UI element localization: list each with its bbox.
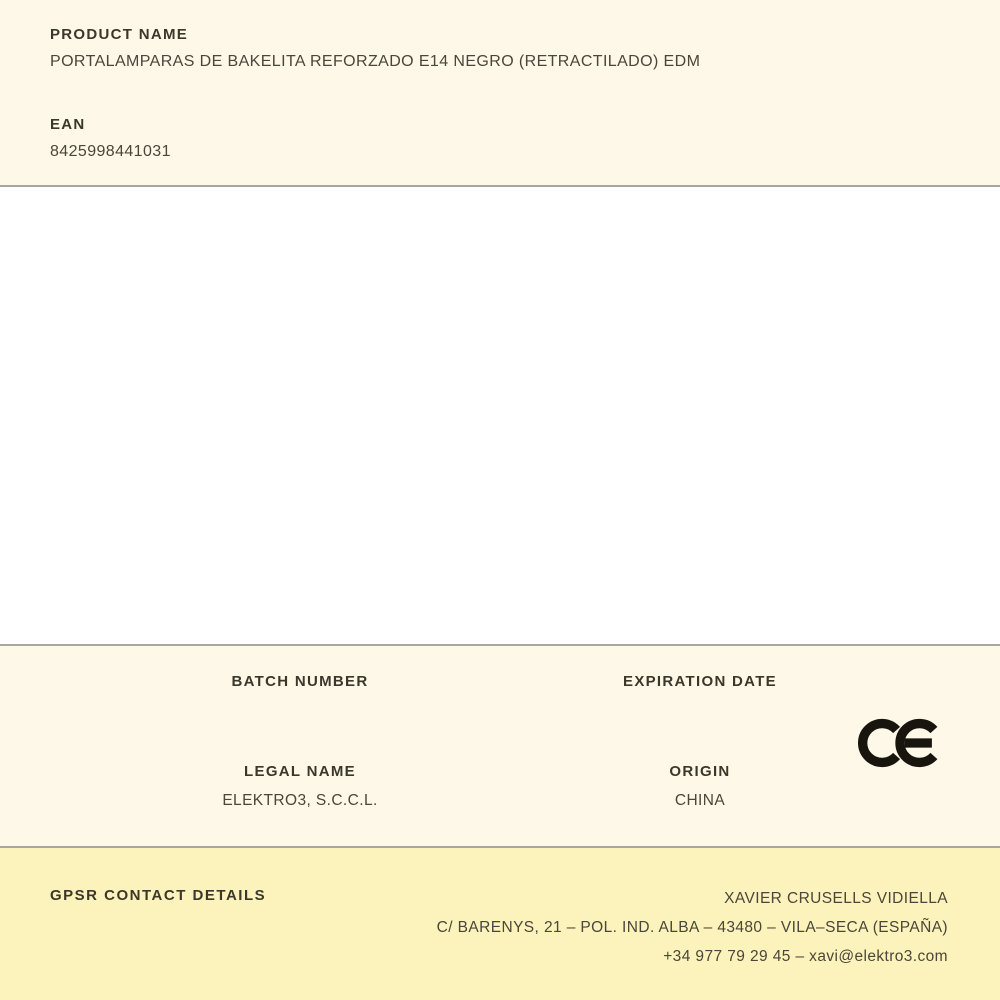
legal-name-label: LEGAL NAME <box>244 763 356 780</box>
product-details-section <box>0 644 1000 846</box>
details-grid <box>100 672 900 810</box>
ean-value: 8425998441031 <box>50 143 171 160</box>
ean-field <box>50 115 950 162</box>
product-name-field <box>50 25 950 72</box>
batch-number-label: BATCH NUMBER <box>231 673 369 690</box>
product-name-label: PRODUCT NAME <box>50 26 189 43</box>
ean-label: EAN <box>50 116 86 133</box>
expiration-date-label: EXPIRATION DATE <box>623 673 777 690</box>
contact-phone-email: +34 977 79 29 45 – xavi@elektro3.com <box>663 948 948 965</box>
contact-person-name: XAVIER CRUSELLS VIDIELLA <box>724 890 948 907</box>
batch-number-value <box>100 701 500 720</box>
contact-address: C/ BARENYS, 21 – POL. IND. ALBA – 43480 – VILA–SECA (ESPAÑA) <box>436 919 948 936</box>
expiration-date-field <box>500 672 900 762</box>
origin-value: CHINA <box>674 792 726 809</box>
product-image-area <box>0 187 1000 644</box>
legal-name-value: ELEKTRO3, S.C.C.L. <box>222 792 378 809</box>
expiration-date-value <box>500 701 900 720</box>
origin-label: ORIGIN <box>669 763 731 780</box>
gpsr-contact-section <box>0 846 1000 1000</box>
legal-name-field <box>100 762 500 810</box>
gpsr-contact-block <box>437 884 948 971</box>
origin-field <box>500 762 900 810</box>
product-name-value: PORTALAMPARAS DE BAKELITA REFORZADO E14 NEGRO (RETRACTILADO) EDM <box>50 53 701 70</box>
gpsr-contact-label: GPSR CONTACT DETAILS <box>50 887 267 904</box>
product-header-section <box>0 0 1000 187</box>
batch-number-field <box>100 672 500 762</box>
ce-mark-icon <box>858 712 942 774</box>
